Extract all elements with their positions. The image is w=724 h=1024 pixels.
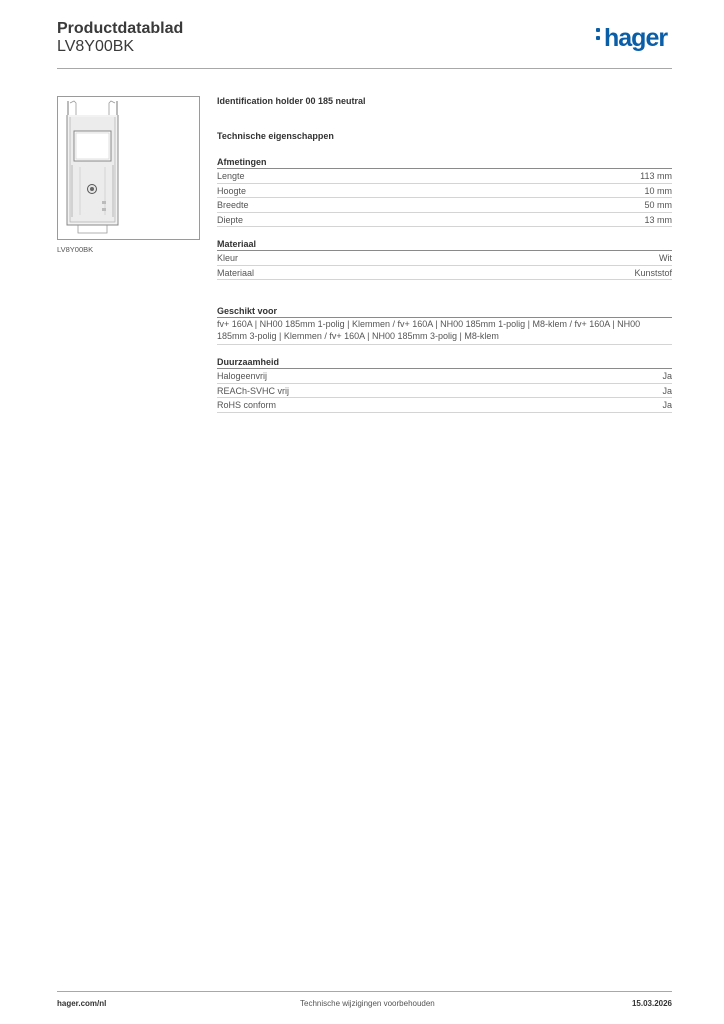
compatibility-text: fv+ 160A | NH00 185mm 1-polig | Klemmen / fv+ 160A | NH00 185mm 1-polig | M8-klem / fv+ 160A | NH00 185mm 3-polig | Klemmen / fv+ 160A | NH00 185mm 3-polig | M8-klem (217, 318, 672, 345)
section-title: Duurzaamheid (217, 356, 672, 369)
row-label: Breedte (217, 200, 249, 210)
row-label: Halogeenvrij (217, 371, 268, 381)
row-label: Kleur (217, 253, 239, 263)
row-value: 113 mm (640, 171, 672, 181)
table-row (217, 398, 672, 413)
row-value: 50 mm (644, 200, 672, 210)
table-row (217, 169, 672, 184)
table-row (217, 184, 672, 199)
product-image (57, 96, 200, 240)
header-divider (57, 68, 672, 69)
logo-colon-icon (596, 24, 602, 44)
product-holder-drawing-icon (58, 97, 199, 239)
row-label: RoHS conform (217, 400, 277, 410)
footer-divider (57, 991, 672, 992)
section-title: Afmetingen (217, 156, 672, 169)
section-materiaal (217, 238, 672, 280)
footer-url-link[interactable]: hager.com/nl (57, 999, 107, 1008)
section-geschikt-voor (217, 305, 672, 345)
section-duurzaamheid (217, 356, 672, 413)
row-label: Materiaal (217, 267, 255, 278)
row-value: 10 mm (644, 185, 672, 196)
table-row (217, 251, 672, 266)
table-row (217, 369, 672, 384)
document-title: Productdatablad (57, 20, 184, 37)
product-image-caption: LV8Y00BK (57, 245, 94, 254)
technical-properties-title: Technische eigenschappen (217, 131, 334, 141)
row-label: Hoogte (217, 185, 247, 196)
row-value: Kunststof (634, 267, 672, 278)
table-row (217, 384, 672, 399)
table-row (217, 266, 672, 281)
section-afmetingen (217, 156, 672, 227)
section-title: Geschikt voor (217, 305, 672, 318)
section-title: Materiaal (217, 238, 672, 251)
row-label: REACh-SVHC vrij (217, 385, 290, 396)
row-value: Ja (662, 400, 672, 410)
row-value: Ja (662, 385, 672, 396)
table-row (217, 198, 672, 213)
row-label: Lengte (217, 171, 245, 181)
product-code: LV8Y00BK (57, 38, 135, 55)
product-name: Identification holder 00 185 neutral (217, 96, 366, 106)
row-value: Ja (662, 371, 672, 381)
row-label: Diepte (217, 214, 244, 225)
row-value: 13 mm (644, 214, 672, 225)
logo-text: hager (604, 24, 668, 52)
footer-date: 15.03.2026 (631, 999, 672, 1008)
hager-logo[interactable] (596, 26, 667, 51)
row-value: Wit (659, 253, 672, 263)
footer-notice: Technische wijzigingen voorbehouden (300, 999, 435, 1008)
table-row (217, 213, 672, 228)
